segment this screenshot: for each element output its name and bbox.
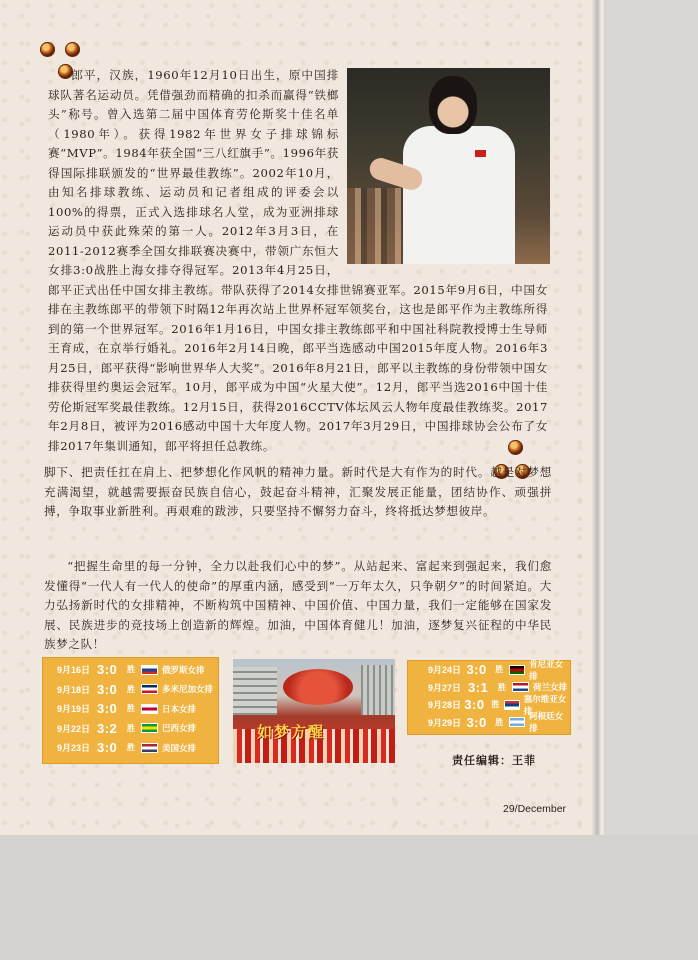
result-score: 3:0 bbox=[464, 697, 485, 713]
serbia-flag-icon bbox=[504, 700, 520, 710]
result-row bbox=[408, 711, 570, 734]
result-date: 9月16日 bbox=[57, 665, 91, 676]
results-panel-left bbox=[42, 657, 219, 764]
result-opponent: 荷兰女排 bbox=[533, 682, 568, 693]
dot-icon bbox=[40, 42, 55, 57]
result-opponent: 俄罗斯女排 bbox=[162, 664, 205, 675]
celebration-banner-text: 如梦方醒 bbox=[257, 724, 326, 741]
result-row bbox=[408, 658, 570, 681]
dot-icon bbox=[508, 440, 523, 455]
result-score: 3:0 bbox=[97, 681, 118, 697]
result-date: 9月27日 bbox=[428, 682, 462, 693]
kenya-flag-icon bbox=[509, 665, 525, 675]
dot-icon bbox=[65, 42, 80, 57]
article-paragraph-closing: “把握生命里的每一分钟，全力以赴我们心中的梦”。从站起来、富起来到强起来，我们愈发懂得“一代人有一代人的使命”的厚重内涵，感受到“一万年太久，只争朝夕”的时间紧迫。大力弘扬新时代的女排精神，不断构筑中国精神、中国价值、中国力量，我们一定能够在国家发展、民族进步的竞技场上创造新的辉煌。加油，中国体育健儿！加油，逐梦复兴征程的中华民族梦之队！ bbox=[44, 559, 552, 651]
result-score: 3:1 bbox=[468, 679, 489, 695]
result-date: 9月28日 bbox=[428, 700, 462, 711]
result-opponent: 多米尼加女排 bbox=[162, 684, 214, 695]
result-row bbox=[43, 660, 218, 680]
result-outcome: 胜 bbox=[127, 723, 135, 733]
result-opponent: 阿根廷女排 bbox=[529, 711, 564, 734]
result-opponent: 日本女排 bbox=[162, 703, 197, 714]
result-opponent: 巴西女排 bbox=[162, 723, 197, 734]
result-outcome: 胜 bbox=[498, 682, 506, 692]
result-date: 9月24日 bbox=[428, 665, 462, 676]
results-panel-right bbox=[407, 660, 571, 735]
result-score: 3:0 bbox=[97, 701, 118, 717]
argentina-flag-icon bbox=[509, 717, 525, 727]
decorative-dot-right bbox=[508, 440, 523, 455]
result-score: 3:2 bbox=[97, 720, 118, 736]
article-paragraph-spirit: 脚下、把责任扛在肩上、把梦想化作风帆的精神力量。新时代是大有作为的时代。越是对梦想充满渴望，就越需要振奋民族自信心，鼓起奋斗精神，汇聚发展正能量，团结协作、顽强拼搏，争取事业新胜利。再艰难的跋涉，只要坚持不懈努力奋斗，终将抵达梦想彼岸。 bbox=[44, 465, 552, 518]
dominican-flag-icon bbox=[141, 684, 158, 694]
scan-background bbox=[0, 835, 698, 960]
usa-flag-icon bbox=[141, 743, 158, 753]
editor-credit: 责任编辑：王菲 bbox=[452, 754, 536, 767]
result-outcome: 胜 bbox=[495, 717, 504, 727]
result-date: 9月19日 bbox=[57, 704, 91, 715]
result-row bbox=[43, 680, 218, 700]
japan-flag-icon bbox=[141, 704, 158, 714]
result-score: 3:0 bbox=[97, 662, 118, 678]
result-opponent: 美国女排 bbox=[162, 742, 197, 753]
result-outcome: 胜 bbox=[127, 743, 135, 753]
page-number: 29/December bbox=[503, 803, 567, 815]
result-opponent: 肯尼亚女排 bbox=[529, 658, 564, 681]
russia-flag-icon bbox=[141, 665, 158, 675]
result-outcome: 胜 bbox=[127, 665, 135, 675]
brazil-flag-icon bbox=[141, 723, 158, 733]
result-score: 3:0 bbox=[466, 714, 487, 730]
article-paragraph-bio: 郎平，汉族，1960年12月10日出生，原中国排球队著名运动员。凭借强劲而精确的扣杀而赢得“铁榔头”称号。曾入选第二届中国体育劳伦斯奖十佳名单（1980年）。获得1982年世界女子排球锦标赛“MVP”。1984年获全国“三八红旗手”。1996年获得国际排联颁发的“世界最佳教练”。2002年10月，由知名排球教练、运动员和记者组成的评委会以100%的得票，正式入选排球名人堂，成为亚洲排球运动员中获此殊荣的第一人。2012年3月3日，在2011-2012赛季全国女排联赛决赛中，带领广东恒大女排3:0战胜上海女排夺得冠军。2013年4月25日，郎平正式出任中国女排主教练。带队获得了2014女排世锦赛亚军。2015年9月6日，中国女排在主教练郎平的带领下时隔12年再次站上世界杯冠军领奖台，这也是郎平作为主教练所得到的第一个世界冠军。2016年1月16日，中国女排主教练郎平和中国社科院教授博士生导师王育成，在京举行婚礼。2016年2月14日晚，郎平当选感动中国2015年度人物。2016年3月25日，郎平获得“影响世界华人大奖”。2016年8月21日，郎平以主教练的身份带领中国女排获得里约奥运会冠军。10月，郎平成为中国“火星大使”。12月，郎平当选2016中国十佳劳伦斯冠军奖最佳教练。12月15日，获得2016CCTV体坛风云人物年度最佳教练奖。2017年2月8日，被评为2016感动中国十大年度人物。2017年3月29日，中国排球协会公布了女排2017年集训通知，郎平将担任总教练。 bbox=[48, 68, 548, 453]
celebration-photo bbox=[233, 659, 395, 763]
result-row bbox=[43, 699, 218, 719]
decorative-dots-top bbox=[40, 42, 80, 57]
netherlands-flag-icon bbox=[512, 682, 529, 692]
magazine-spine bbox=[592, 0, 606, 835]
result-outcome: 胜 bbox=[127, 704, 135, 714]
result-outcome: 胜 bbox=[495, 665, 504, 675]
china-flag-icon bbox=[475, 150, 486, 157]
result-date: 9月29日 bbox=[428, 717, 462, 728]
result-score: 3:0 bbox=[466, 662, 487, 678]
result-date: 9月18日 bbox=[57, 684, 91, 695]
result-date: 9月23日 bbox=[57, 743, 91, 754]
result-outcome: 胜 bbox=[491, 700, 500, 710]
result-score: 3:0 bbox=[97, 740, 118, 756]
result-opponent: 塞尔维亚女排 bbox=[523, 693, 567, 716]
result-outcome: 胜 bbox=[127, 684, 135, 694]
result-row bbox=[43, 738, 218, 758]
result-row bbox=[43, 719, 218, 739]
lang-ping-photo bbox=[347, 68, 550, 264]
result-date: 9月22日 bbox=[57, 723, 91, 734]
